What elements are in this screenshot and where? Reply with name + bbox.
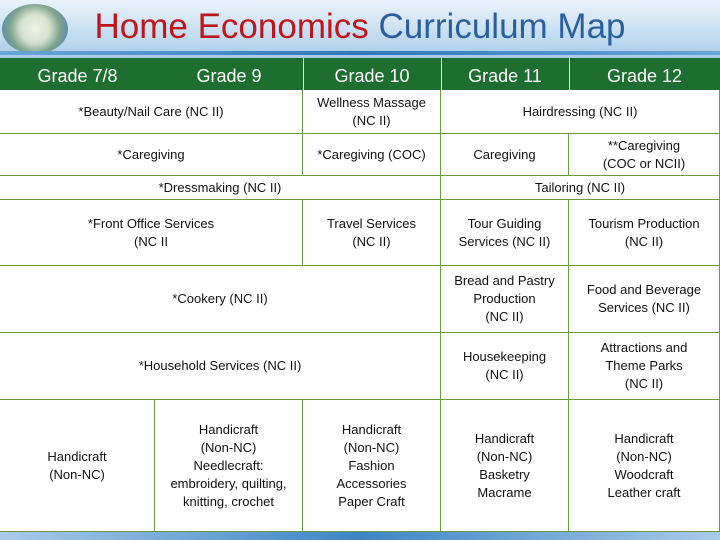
cell-caregiving-g12: **Caregiving (COC or NCII): [569, 134, 720, 176]
cell-household-services: *Household Services (NC II): [0, 333, 441, 400]
cell-handicraft-g12: Handicraft (Non-NC) Woodcraft Leather craft: [569, 400, 720, 532]
grade-header-row: [0, 58, 720, 90]
cell-caregiving-coc: *Caregiving (COC): [303, 134, 441, 176]
cell-wellness-massage: Wellness Massage (NC II): [303, 90, 441, 134]
cell-cookery: *Cookery (NC II): [0, 266, 441, 333]
cell-tailoring: Tailoring (NC II): [441, 176, 720, 200]
cell-food-beverage: Food and Beverage Services (NC II): [569, 266, 720, 333]
cell-beauty-nail-care: *Beauty/Nail Care (NC II): [0, 90, 303, 134]
cell-dressmaking: *Dressmaking (NC II): [0, 176, 441, 200]
cell-hairdressing: Hairdressing (NC II): [441, 90, 720, 134]
page-title: [0, 6, 720, 48]
cell-handicraft-g10: Handicraft (Non-NC) Fashion Accessories Paper Craft: [303, 400, 441, 532]
cell-handicraft-g11: Handicraft (Non-NC) Basketry Macrame: [441, 400, 569, 532]
cell-attractions-theme-parks: Attractions and Theme Parks (NC II): [569, 333, 720, 400]
header-grade-7-8: Grade 7/8: [37, 66, 118, 86]
title-part-home-economics: Home Economics: [94, 7, 369, 46]
title-part-curriculum-map: Curriculum Map: [378, 7, 626, 46]
cell-travel-services: Travel Services (NC II): [303, 200, 441, 266]
header-grade-11: Grade 11: [468, 66, 542, 86]
cell-caregiving-g11: Caregiving: [441, 134, 569, 176]
cell-front-office-services: *Front Office Services (NC II: [0, 200, 303, 266]
header-grade-12: Grade 12: [606, 66, 683, 86]
header-grade-10: Grade 10: [334, 66, 410, 86]
cell-caregiving-junior: *Caregiving: [0, 134, 303, 176]
cell-housekeeping: Housekeeping (NC II): [441, 333, 569, 400]
title-underline: [0, 51, 720, 55]
cell-tourism-production: Tourism Production (NC II): [569, 200, 720, 266]
cell-handicraft-g7-8: Handicraft (Non-NC): [0, 400, 155, 532]
cell-tour-guiding: Tour Guiding Services (NC II): [441, 200, 569, 266]
cell-handicraft-g9: Handicraft (Non-NC) Needlecraft: embroidery, quilting, knitting, crochet: [155, 400, 303, 532]
cell-bread-pastry: Bread and Pastry Production (NC II): [441, 266, 569, 333]
curriculum-table: [0, 90, 720, 540]
header-grade-9: Grade 9: [196, 66, 262, 86]
footer-bar: [0, 532, 720, 540]
